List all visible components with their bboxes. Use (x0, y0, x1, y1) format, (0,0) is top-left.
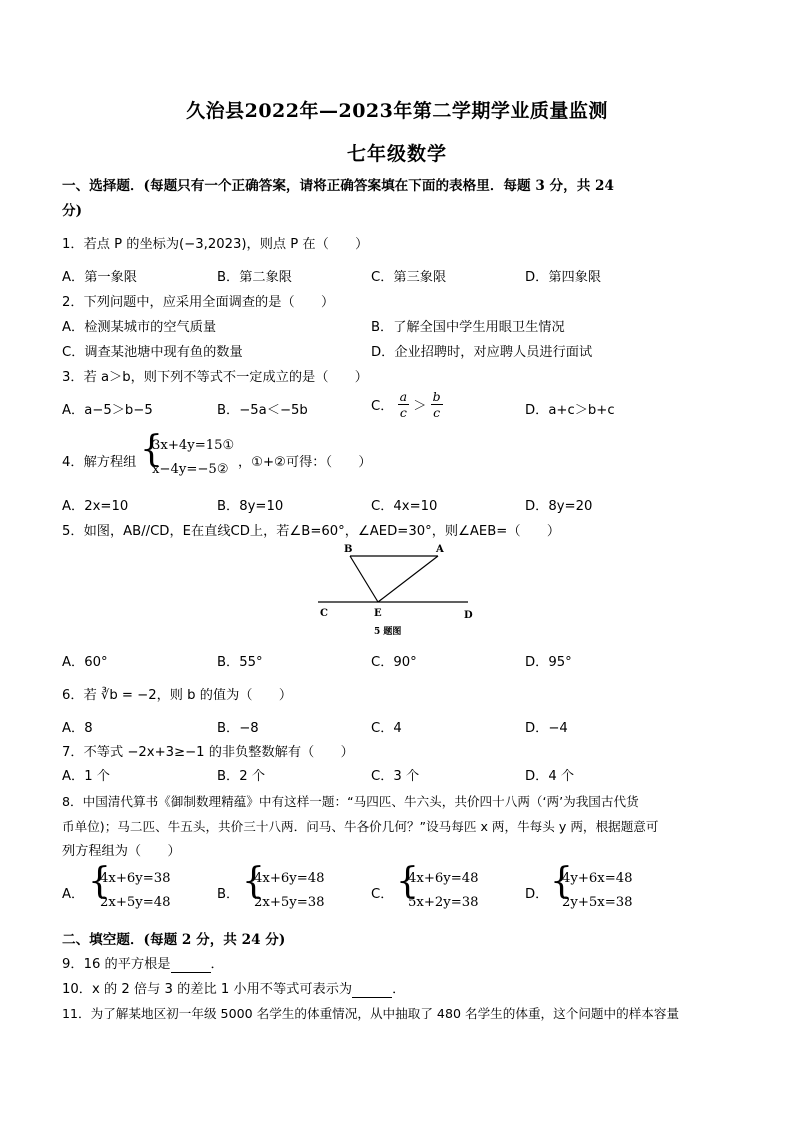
q5-figure (310, 540, 490, 640)
q4-stem-suffix: ，①+②可得：（ ） (238, 455, 372, 470)
q6-option-a: A．8 (62, 721, 93, 736)
q3-frac-gt: ＞ (413, 399, 427, 414)
q4-eq1: 3x+4y=15① (152, 438, 235, 453)
q4-option-c: C．4x=10 (371, 499, 438, 514)
q8-option-d-eq1: 4y+6x=48 (562, 871, 633, 886)
q8-option-c-brace: { (396, 861, 419, 902)
q8-option-a-label: A． (62, 887, 85, 902)
q3-frac-a-num: a (399, 389, 408, 404)
q3-frac-b-num: b (432, 389, 441, 404)
q6-stem: 6．若 ∛b = −2，则 b 的值为（ ） (62, 688, 293, 703)
label-b: B (344, 544, 353, 555)
q8-option-c-eq1: 4x+6y=48 (408, 871, 479, 886)
q8-stem-line3: 列方程组为（ ） (62, 844, 181, 859)
q1-option-d: D．第四象限 (525, 270, 602, 285)
q8-option-c-eq2: 5x+2y=38 (408, 895, 479, 910)
line-ae (378, 556, 438, 602)
q3-option-c-label: C． (371, 399, 394, 414)
section1-heading-cont: 分) (62, 203, 83, 219)
q5-option-a: A．60° (62, 655, 108, 670)
q9-answer-blank[interactable] (171, 957, 211, 973)
section2-heading: 二、填空题．(每题 2 分，共 24 分) (62, 932, 286, 948)
q3-option-b: B．−5a＜−5b (217, 403, 308, 418)
exam-subtitle: 七年级数学 (346, 143, 447, 165)
q2-stem: 2．下列问题中，应采用全面调查的是（ ） (62, 295, 335, 310)
q8-option-b-eq1: 4x+6y=48 (254, 871, 325, 886)
q3-option-d: D．a+c＞b+c (525, 403, 615, 418)
q4-stem-prefix: 4．解方程组 (62, 455, 137, 470)
q2-option-c: C．调查某池塘中现有鱼的数量 (62, 345, 243, 360)
q8-option-a-eq1: 4x+6y=38 (100, 871, 171, 886)
q8-option-a-eq2: 2x+5y=48 (100, 895, 171, 910)
q7-stem: 7．不等式 −2x+3≥−1 的非负整数解有（ ） (62, 745, 354, 760)
q4-option-d: D．8y=20 (525, 499, 593, 514)
q4-option-a: A．2x=10 (62, 499, 129, 514)
label-d: D (464, 610, 473, 621)
q9-stem-prefix: 9．16 的平方根是 (62, 957, 171, 972)
q1-option-a: A．第一象限 (62, 270, 137, 285)
q3-frac-a-den: c (399, 405, 407, 420)
q8-option-d-label: D． (525, 887, 549, 902)
q6-option-b: B．−8 (217, 721, 259, 736)
q3-fraction-a (398, 389, 409, 420)
label-c: C (320, 608, 328, 619)
q8-option-b-eq2: 2x+5y=38 (254, 895, 325, 910)
exam-title: 久治县2022年—2023年第二学期学业质量监测 (186, 100, 608, 122)
q8-stem-line1: 8．中国清代算书《御制数理精蕴》中有这样一题：“马四匹、牛六头，共价四十八两（‘两’为我国古代货 (62, 794, 639, 809)
q5-stem: 5．如图，AB//CD，E在直线CD上，若∠B=60°，∠AED=30°，则∠AEB=（ ） (62, 524, 561, 539)
q1-option-b: B．第二象限 (217, 270, 292, 285)
q8-option-b-label: B． (217, 887, 240, 902)
q6-option-d: D．−4 (525, 721, 568, 736)
q10-stem (62, 978, 405, 998)
q9-stem-suffix: ． (210, 957, 224, 972)
section1-heading: 一、选择题．(每题只有一个正确答案，请将正确答案填在下面的表格里．每题 3 分，共 24 (62, 178, 614, 194)
q7-option-a: A．1 个 (62, 769, 110, 784)
q7-option-d: D．4 个 (525, 769, 575, 784)
q7-option-b: B．2 个 (217, 769, 266, 784)
q8-option-c-label: C． (371, 887, 394, 902)
label-a: A (436, 544, 444, 555)
q4-option-b: B．8y=10 (217, 499, 284, 514)
q9-stem (62, 953, 224, 973)
q8-option-a-brace: { (88, 861, 111, 902)
q10-answer-blank[interactable] (352, 982, 392, 998)
q10-stem-suffix: ． (392, 982, 406, 997)
q3-option-c (371, 389, 443, 420)
q3-stem: 3．若 a＞b，则下列不等式不一定成立的是（ ） (62, 370, 368, 385)
q3-option-a: A．a−5＞b−5 (62, 403, 153, 418)
q3-fraction-b (431, 389, 443, 420)
q10-stem-prefix: 10．x 的 2 倍与 3 的差比 1 小用不等式可表示为 (62, 982, 353, 997)
line-be (350, 556, 378, 602)
q2-option-a: A．检测某城市的空气质量 (62, 320, 217, 335)
q5-option-d: D．95° (525, 655, 572, 670)
q1-option-c: C．第三象限 (371, 270, 447, 285)
q4-eq2: x−4y=−5② (152, 462, 229, 477)
q7-option-c: C．3 个 (371, 769, 420, 784)
q5-option-c: C．90° (371, 655, 417, 670)
q8-stem-line2: 币单位)；马二匹、牛五头，共价三十八两．问马、牛各价几何？”设马每匹 x 两，牛每头 y 两，根据题意可 (62, 819, 659, 834)
label-e: E (374, 608, 382, 619)
q6-option-c: C．4 (371, 721, 402, 736)
q11-stem: 11．为了解某地区初一年级 5000 名学生的体重情况，从中抽取了 480 名学生的体重，这个问题中的样本容量 (62, 1006, 680, 1021)
q4-brace: { (140, 429, 163, 470)
q8-option-b-brace: { (242, 861, 265, 902)
q1-stem: 1．若点 P 的坐标为(−3,2023)，则点 P 在（ ） (62, 237, 369, 252)
q2-option-b: B．了解全国中学生用眼卫生情况 (371, 320, 565, 335)
figure-caption: 5 题图 (374, 627, 402, 637)
q8-option-d-eq2: 2y+5x=38 (562, 895, 633, 910)
q8-option-d-brace: { (550, 861, 573, 902)
q2-option-d: D．企业招聘时，对应聘人员进行面试 (371, 345, 593, 360)
q3-frac-b-den: c (433, 405, 441, 420)
q5-option-b: B．55° (217, 655, 263, 670)
